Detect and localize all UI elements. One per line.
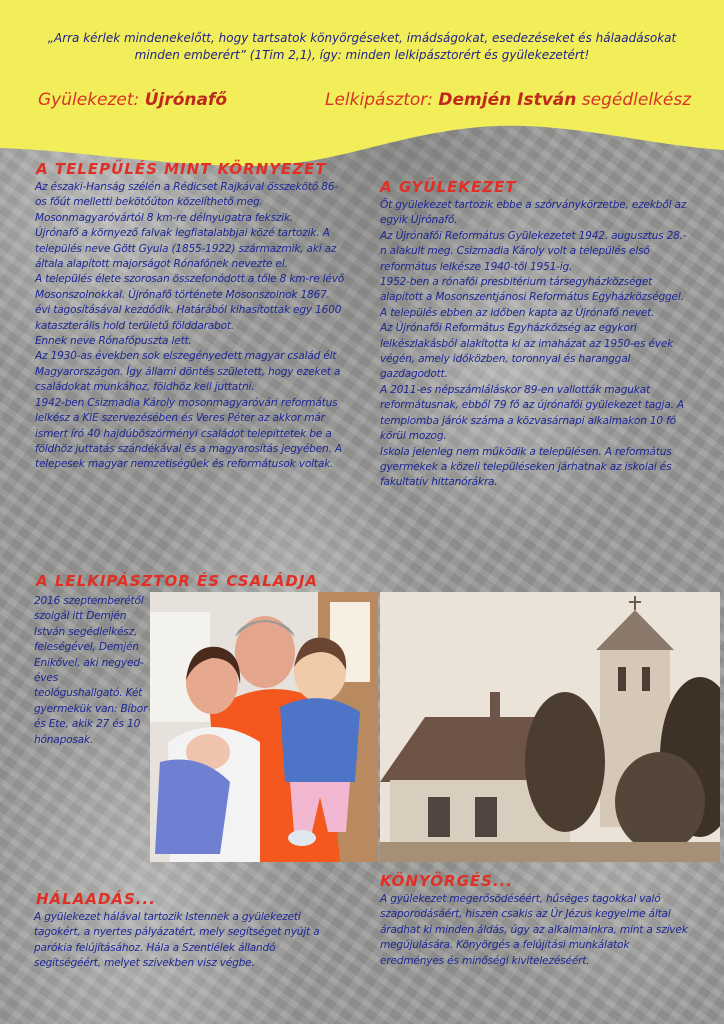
pastor-family-title: A LELKIPÁSZTOR ÉS CSALÁDJA	[36, 572, 319, 590]
pastor-label: Lelkipásztor:	[325, 90, 433, 110]
settlement-title: A TELEPÜLÉS MINT KÖRNYEZET	[36, 160, 327, 178]
congregation-paragraph: Iskola jelenleg nem működik a településen. A református gyermekek a közeli településeken járhatnak az iskolai és fakultatív hittanórákra.	[380, 445, 672, 489]
congregation-paragraph: Az Újrónafői Református Gyülekezetet 1942. augusztus 28.-n alakult meg. Csizmadia Károly volt a település első református lelkésze 1940-től 1951-ig.	[380, 229, 687, 273]
scripture-quote: „Arra kérlek mindenekelőtt, hogy tartsatok könyörgéseket, imádságokat, esedezéseket és hálaadásokat minden emberért” (1Tim 2,1), így: minden lelkipásztorért és gyülekezetért!	[47, 31, 677, 62]
settlement-paragraph: A település élete szorosan összefonódott a tőle 8 km-re lévő Mosonszolnokkal. Újrónafő története Mosonszolnok 1867. évi tagosításával kezdődik. Határából kihasítottak egy 1600 kataszterális hold területű földdarabot.	[35, 273, 345, 332]
pastor-name: Demjén István	[438, 90, 577, 110]
pastor-line	[325, 90, 691, 110]
congregation-label: Gyülekezet:	[38, 90, 140, 110]
congregation-line	[38, 90, 227, 110]
settlement-paragraph: 1942-ben Csizmadia Károly mosonmagyaróvári református lelkész a KIE szervezésében és Veres Péter az akkor már ismert író 40 hajdúböszörményi családot telepíttetek be a földhöz juttatás szándékával és a magyarosítás jegyében. A telepesek magyar nemzetiségűek és reformátusok voltak.	[35, 396, 342, 471]
header-band	[0, 0, 724, 175]
congregation-paragraph: 1952-ben a rónafői presbitérium társegyházközséget alapított a Mosonszentjánosi Református Egyházközséggel.	[380, 276, 684, 304]
congregation-text	[380, 198, 688, 491]
congregation-paragraph: A település ebben az időben kapta az Újrónafő nevet.	[380, 306, 655, 319]
church-photo-illustration	[380, 592, 720, 862]
pastor-family-text: 2016 szeptemberétől szolgál itt Demjén István segédlelkész, feleségével, Demjén Enikővel, aki negyed-éves teológushallgató. Két gyermekük van: Bíbor és Ete, akik 27 és 10 hónaposak.	[34, 595, 148, 746]
settlement-paragraph: Ennek neve Rónafőpuszta lett.	[35, 335, 192, 348]
family-photo	[150, 592, 378, 862]
settlement-paragraph: Újrónafő a környező falvak legfiatalabbjai közé tartozik. A település neve Gött Gyula (1855-1922) származmik, aki az általa alapított majorságot Rónafőnek nevezte el.	[35, 227, 337, 271]
prayer-title: KÖNYÖRGÉS...	[380, 872, 514, 890]
settlement-paragraph: Az 1930-as években sok elszegényedett magyar család élt Magyarországon. Így állami döntés született, hogy ezeket a családokat munkához, földhöz kell juttatni.	[35, 350, 341, 394]
settlement-paragraph: Az északi-Hanság szélén a Rédicset Rajkával összekötő 86-os főút melletti bekötőúton közelíthető meg. Mosonmagyaróvártól 8 km-re délnyugatra fekszik.	[35, 181, 338, 224]
header-wave-shape	[0, 0, 724, 175]
congregation-paragraph: Az Újrónafői Református Egyházközség az egykori lelkészlakásból alakította ki az imaházat az 1950-es évek végén, amely időközben, toronnyal és haranggal gazdagodott.	[380, 322, 674, 381]
congregation-title: A GYÜLEKEZET	[380, 178, 517, 196]
congregation-paragraph: Öt gyülekezet tartozik ebbe a szórványkörzetbe, ezekből az egyik Újrónafő.	[380, 199, 687, 227]
church-photo	[380, 592, 720, 862]
prayer-text: A gyülekezet megerősödéséért, hűséges tagokkal való szaporodásáért, hiszen csakis az Úr Jézus kegyelme által áradhat ki minden áldás, úgy az alkalmainkra, mint a szívek megújulására. Könyörgés a felújítási munkálatok eredményes és minőségi kivitelezéséért.	[380, 893, 688, 967]
congregation-paragraph: A 2011-es népszámláláskor 89-en vallották magukat reformátusnak, ebből 79 fő az újrónafői gyülekezet tagja. A templomba járók száma a közvasárnapi alkalmakon 10 fő körül mozog.	[380, 383, 684, 443]
thanks-title: HÁLAADÁS...	[36, 890, 156, 908]
settlement-text	[35, 180, 347, 473]
family-photo-illustration	[150, 592, 378, 862]
pastor-role: segédlelkész	[581, 90, 692, 110]
thanks-text: A gyülekezet hálával tartozik Istennek a gyülekezeti tagokért, a nyertes pályázatért, mely segítséget nyújt a parókia felújításához. Hála a Szentlélek állandó segítségéért, melyet szívekben visz végbe.	[34, 911, 320, 970]
congregation-name: Újrónafő	[144, 90, 228, 110]
